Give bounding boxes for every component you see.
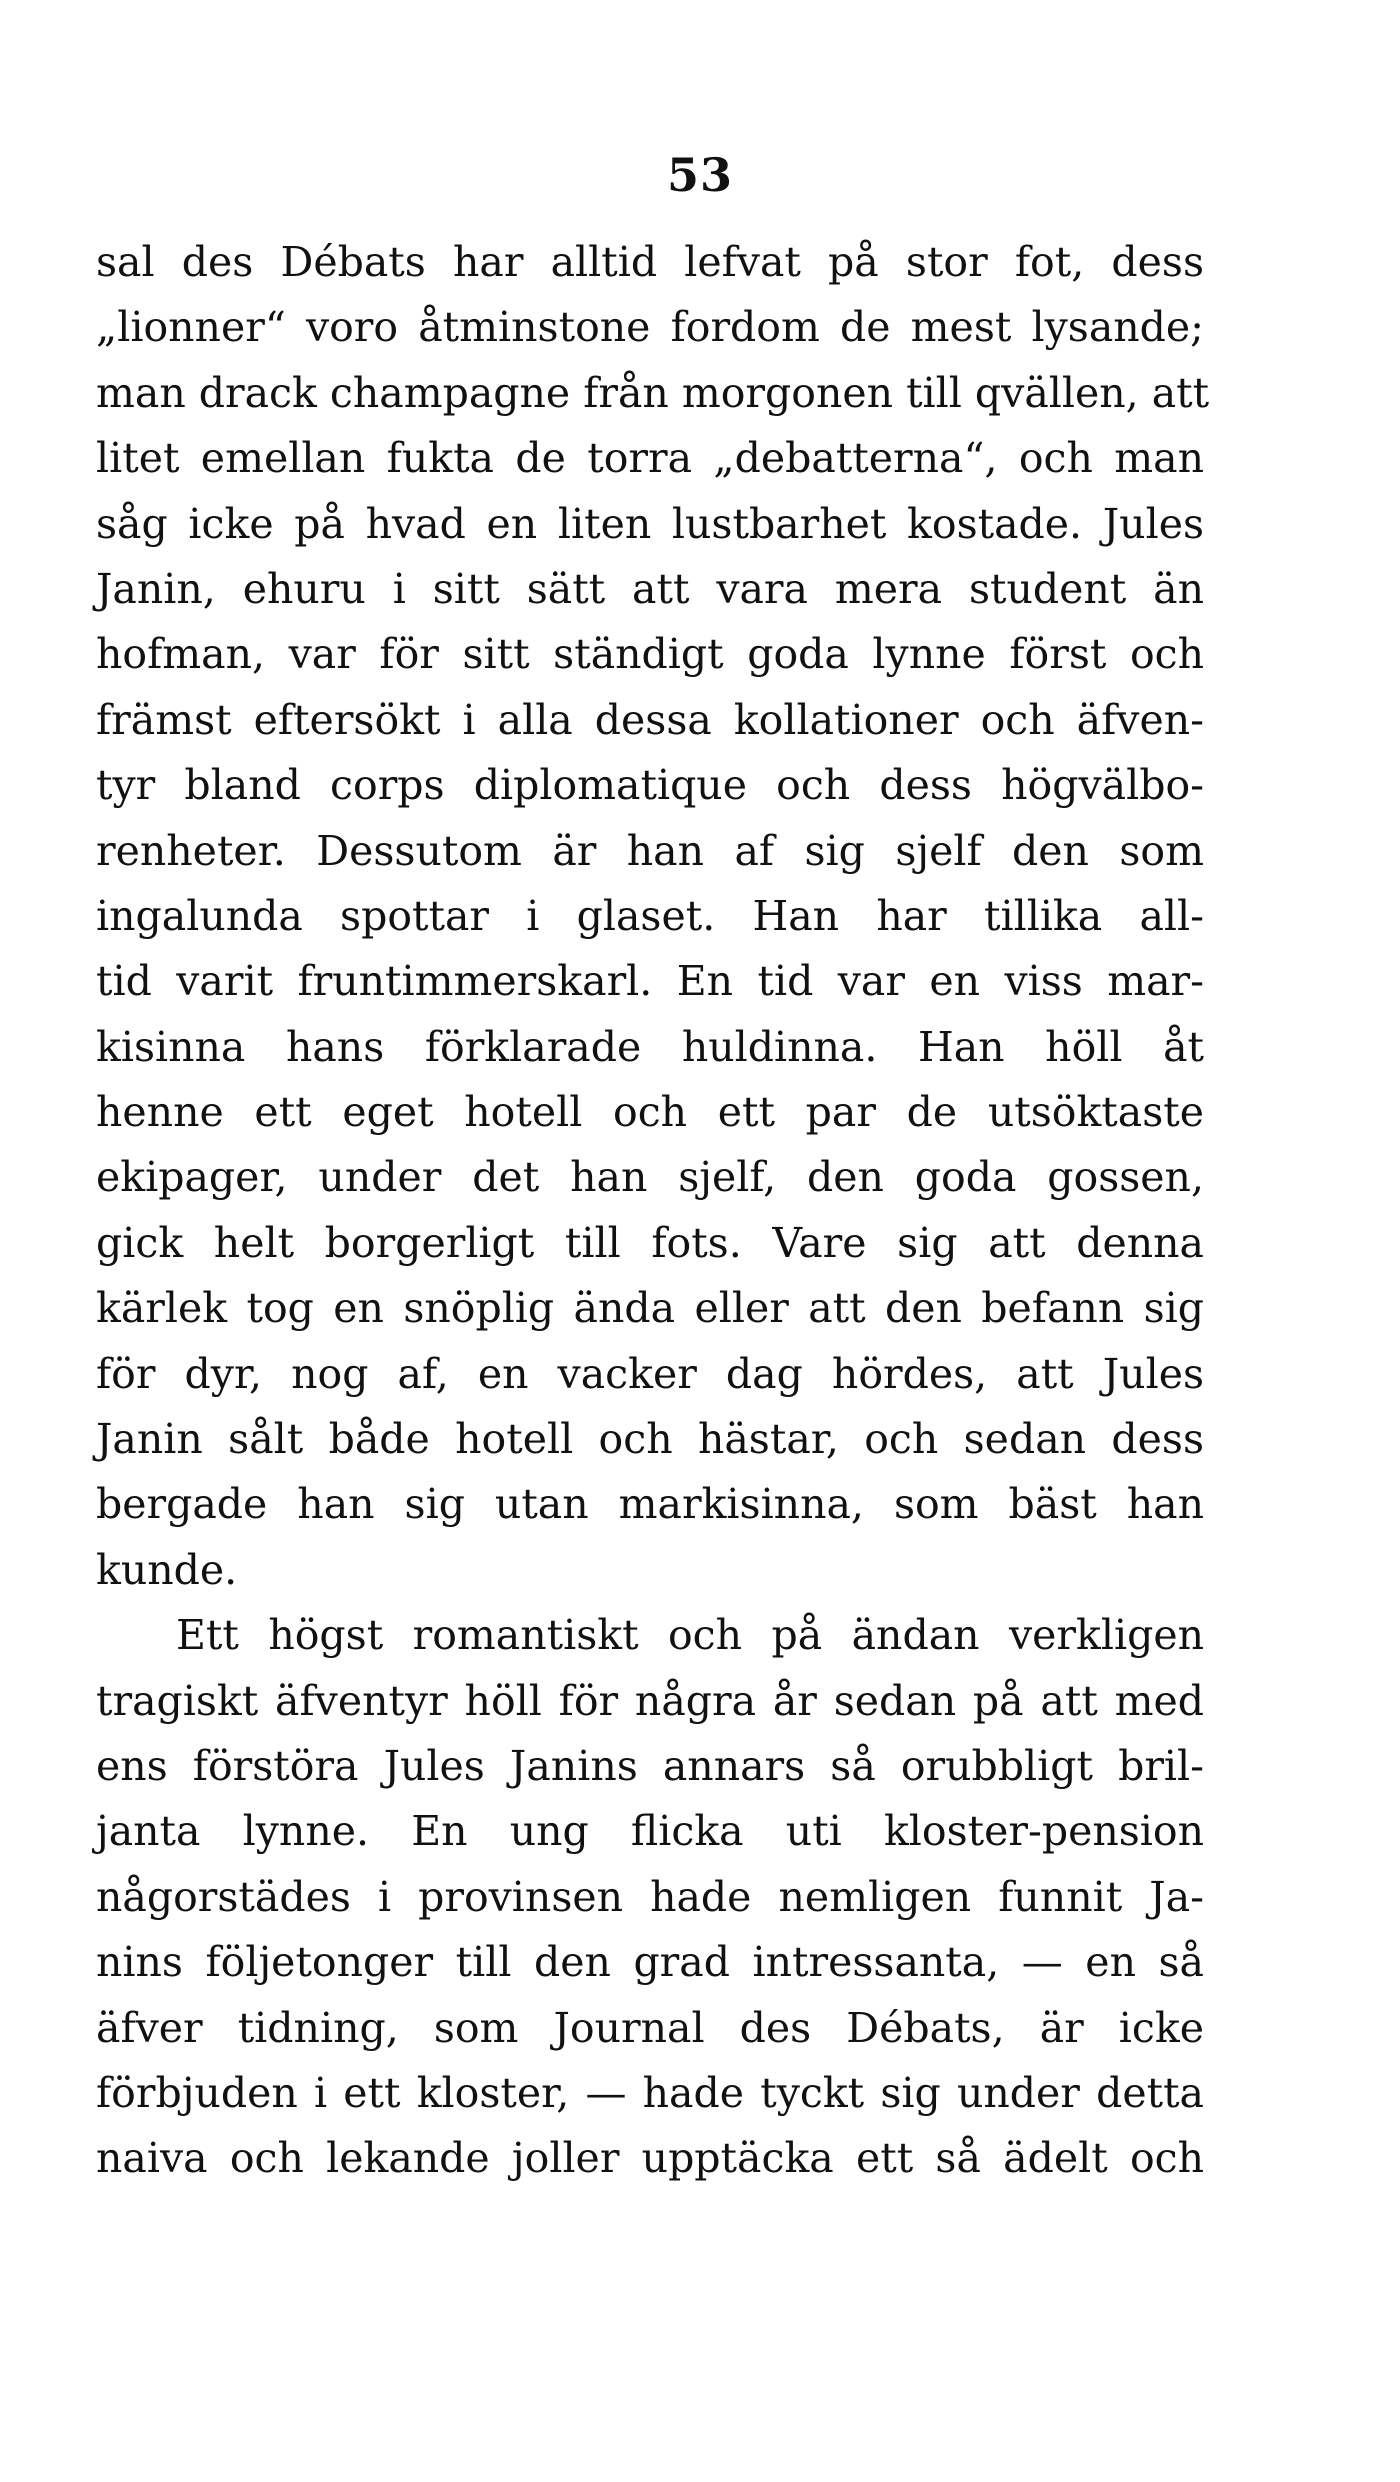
text-line: främst eftersökt i alla dessa kollationer och äfven- bbox=[96, 695, 1204, 744]
text-line: tyr bland corps diplomatique och dess högvälbo- bbox=[96, 761, 1204, 810]
paragraph-end-line: kunde. bbox=[96, 1545, 238, 1594]
page-number: 53 bbox=[666, 148, 733, 202]
text-line: kärlek tog en snöplig ända eller att den befann sig bbox=[96, 1284, 1204, 1333]
paragraph-start-line: Ett högst romantiskt och på ändan verkligen bbox=[176, 1611, 1204, 1660]
text-line: äfver tidning, som Journal des Débats, är icke bbox=[96, 2003, 1204, 2052]
text-line: ekipager, under det han sjelf, den goda gossen, bbox=[96, 1153, 1204, 1202]
text-line: naiva och lekande joller upptäcka ett så ädelt och bbox=[96, 2134, 1204, 2183]
text-line: tid varit fruntimmerskarl. En tid var en viss mar- bbox=[96, 957, 1204, 1006]
text-line: gick helt borgerligt till fots. Vare sig att denna bbox=[96, 1218, 1204, 1267]
text-line: Janin sålt både hotell och hästar, och sedan dess bbox=[96, 1415, 1204, 1464]
text-line: Janin, ehuru i sitt sätt att vara mera student än bbox=[96, 564, 1204, 613]
text-line: renheter. Dessutom är han af sig sjelf den som bbox=[96, 826, 1204, 875]
text-line: ens förstöra Jules Janins annars så orubbligt bril- bbox=[96, 1741, 1204, 1790]
text-line: henne ett eget hotell och ett par de utsöktaste bbox=[96, 1088, 1204, 1137]
text-line: tragiskt äfventyr höll för några år sedan på att med bbox=[96, 1676, 1204, 1725]
text-line: „lionner“ voro åtminstone fordom de mest lysande; bbox=[96, 303, 1204, 352]
text-line: litet emellan fukta de torra „debatterna“, och man bbox=[96, 434, 1204, 483]
text-line: nins följetonger till den grad intressanta, — en så bbox=[96, 1938, 1204, 1987]
text-line: kisinna hans förklarade huldinna. Han höll åt bbox=[96, 1022, 1204, 1071]
text-line: någorstädes i provinsen hade nemligen funnit Ja- bbox=[96, 1872, 1204, 1921]
text-line: såg icke på hvad en liten lustbarhet kostade. Jules bbox=[96, 499, 1204, 548]
text-line: sal des Débats har alltid lefvat på stor fot, dess bbox=[96, 238, 1204, 286]
text-line: janta lynne. En ung flicka uti kloster-pension bbox=[96, 1807, 1204, 1856]
text-line: för dyr, nog af, en vacker dag hördes, att Jules bbox=[96, 1349, 1204, 1398]
text-line: ingalunda spottar i glaset. Han har tillika all- bbox=[96, 891, 1204, 940]
text-line: förbjuden i ett kloster, — hade tyckt sig under detta bbox=[96, 2068, 1204, 2117]
text-line: bergade han sig utan markisinna, som bäst han bbox=[96, 1480, 1204, 1529]
text-line: hofman, var för sitt ständigt goda lynne först och bbox=[96, 630, 1204, 679]
text-line: man drack champagne från morgonen till qvällen, att bbox=[96, 368, 1210, 417]
body-text bbox=[96, 230, 1210, 2192]
